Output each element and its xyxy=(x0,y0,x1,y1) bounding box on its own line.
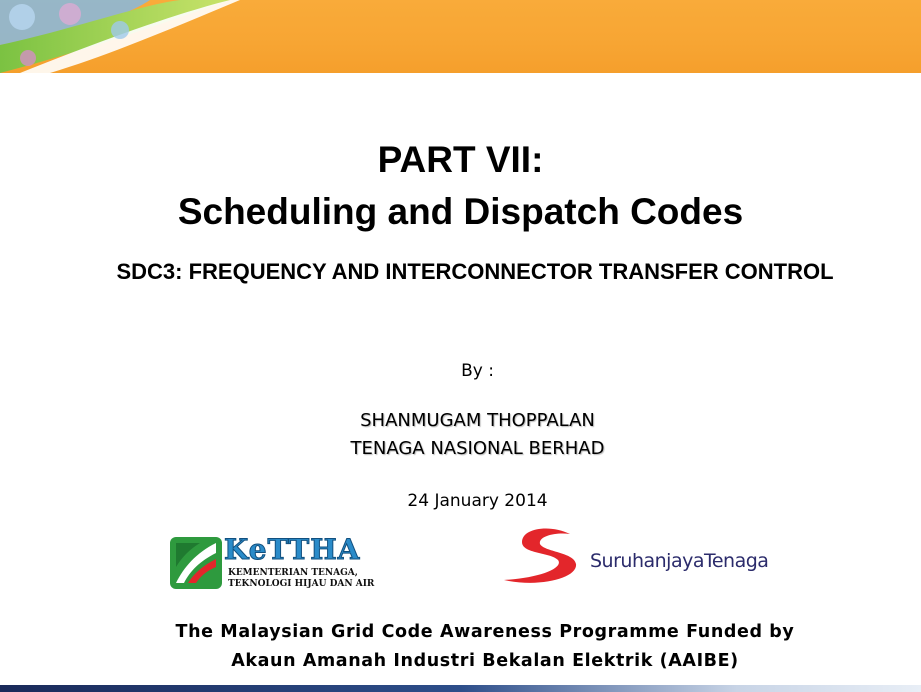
ketha-tagline: KEMENTERIAN TENAGA, TEKNOLOGI HIJAU DAN AIR xyxy=(228,568,375,589)
footer-funding-line2: Akaun Amanah Industri Bekalan Elektrik (AAIBE) xyxy=(231,651,739,671)
footer-bar xyxy=(0,685,921,692)
slide-subtitle: SDC3: FREQUENCY AND INTERCONNECTOR TRANSFER CONTROL xyxy=(116,259,834,284)
presentation-date: 24 January 2014 xyxy=(407,491,548,511)
slide-title-line2: Scheduling and Dispatch Codes xyxy=(177,191,744,232)
suruhanjaya-tenaga-logo xyxy=(500,526,800,588)
ketha-logo xyxy=(168,534,378,592)
presenter-name: SHANMUGAM THOPPALAN xyxy=(360,410,595,431)
presenter-organization: TENAGA NASIONAL BERHAD xyxy=(350,438,605,459)
header-banner xyxy=(0,0,921,73)
by-label: By : xyxy=(461,361,494,381)
suruhanjaya-swoosh-icon xyxy=(500,526,590,588)
banner-swoosh-graphic xyxy=(0,0,921,73)
ketha-wordmark: KeTTHA xyxy=(224,533,361,566)
ketha-emblem-icon xyxy=(170,537,222,589)
slide-title-line1: PART VII: xyxy=(377,139,544,180)
suruhanjaya-wordmark: SuruhanjayaTenaga xyxy=(590,550,769,572)
footer-funding-line1: The Malaysian Grid Code Awareness Programme Funded by xyxy=(175,622,795,642)
